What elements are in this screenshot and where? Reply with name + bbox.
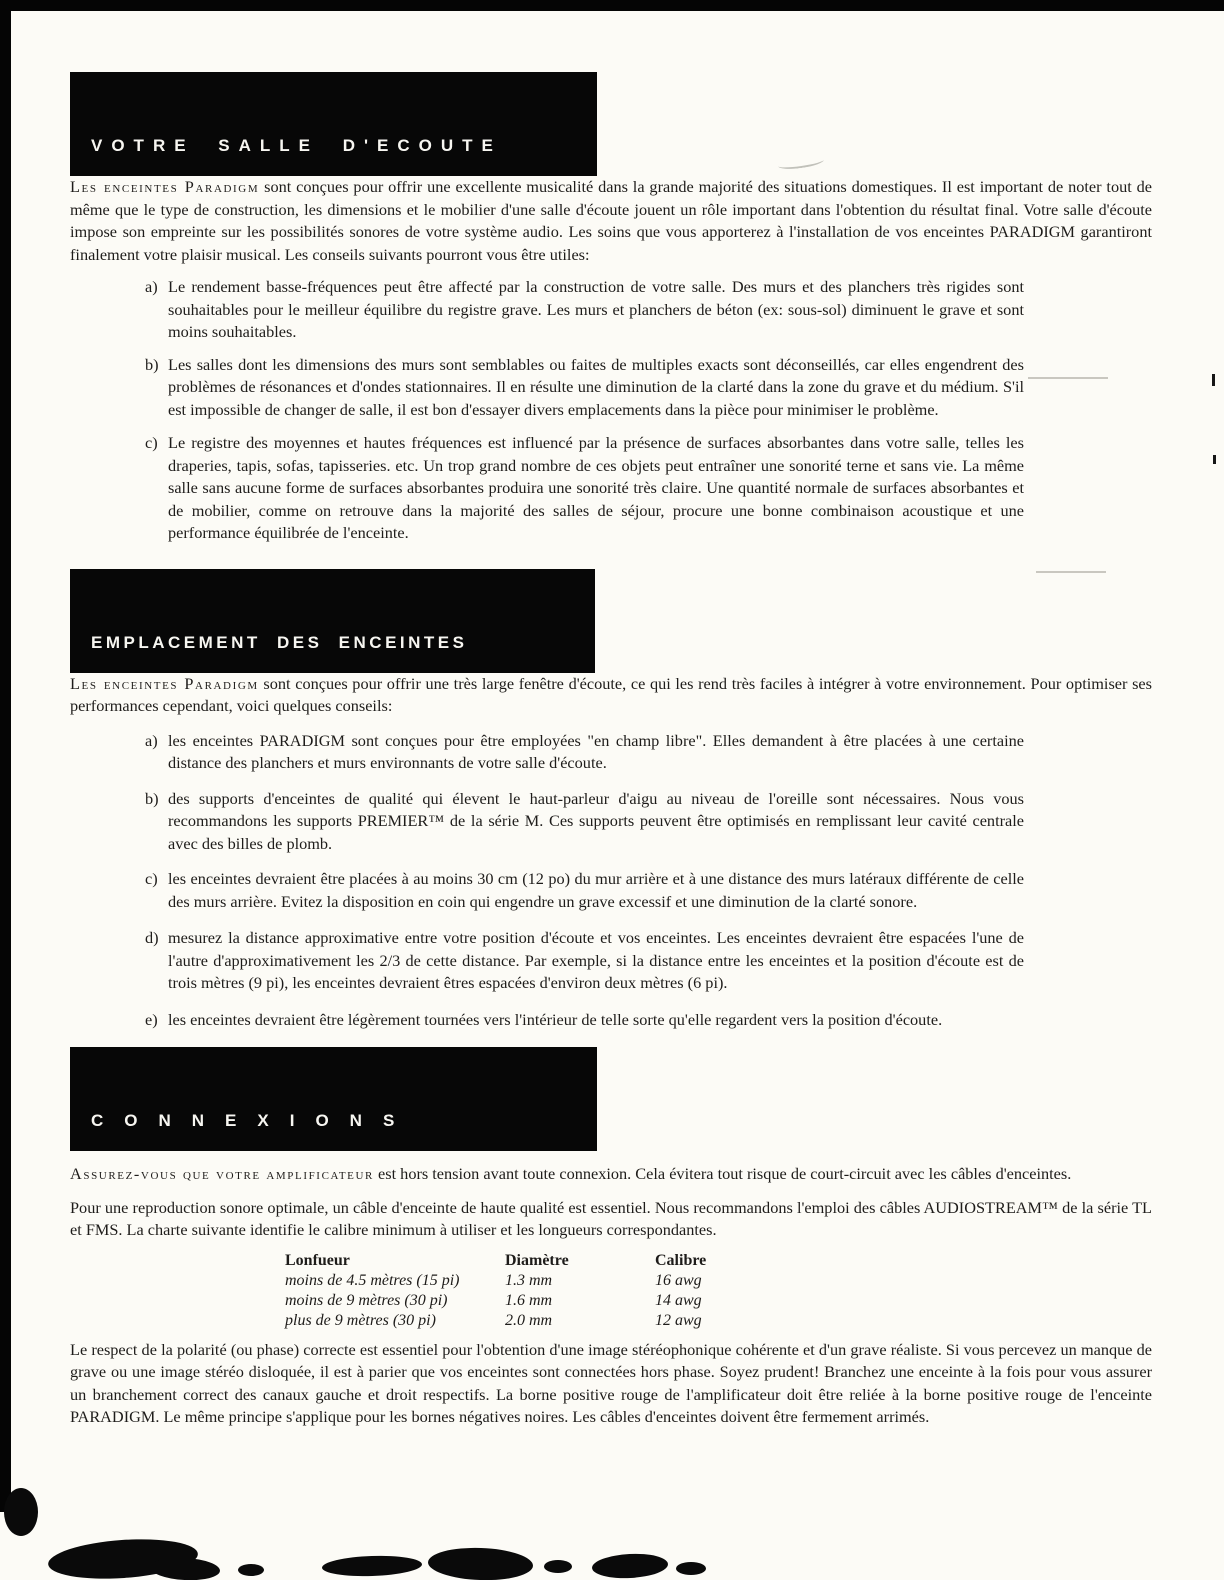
list-item-a: [70, 730, 1152, 775]
list-item-a: [70, 276, 1152, 344]
list-label: c): [145, 869, 158, 888]
scan-edge-left: [0, 0, 11, 1512]
table-cell-diametre: 1.6 mm: [505, 1291, 553, 1309]
list-label: c): [145, 433, 158, 452]
intro-lead: Les enceintes Paradigm: [70, 673, 259, 693]
list-text: Le registre des moyennes et hautes fréquences est influencé par la présence de surfaces absorbantes dans votre salle, telles les draperies, tapis, sofas, tapisseries. etc. Un trop grand nombre de ces objets peut entraîner une sonorité terne et sans vie. La même salle sans aucune forme de surfaces absorbantes produira une sonorité très claire. Une quantité normale de surfaces absorbantes et de mobilier, comme on retrouve dans la majorité des salles de séjour, procure une bonne combinaison acoustique et une performance équilibrée de l'enceinte.: [168, 433, 1024, 542]
list-item-c: [70, 432, 1152, 545]
table-cell-calibre: 16 awg: [655, 1271, 702, 1289]
list-label: d): [145, 928, 159, 947]
scan-smudge: [544, 1560, 572, 1573]
table-cell-longueur: moins de 4.5 mètres (15 pi): [285, 1271, 460, 1289]
scan-smudge: [676, 1562, 706, 1575]
list-label: b): [145, 788, 159, 808]
list-label: a): [145, 730, 158, 750]
list-text: les enceintes PARADIGM sont conçues pour être employées "en champ libre". Elles demandent à être placées à une certaine distance des planchers et murs environnants de votre salle d'écoute.: [168, 730, 1024, 772]
scan-mark: [1212, 374, 1215, 386]
table-cell-calibre: 12 awg: [655, 1311, 702, 1329]
table-cell-calibre: 14 awg: [655, 1291, 702, 1309]
section-title: EMPLACEMENT DES ENCEINTES: [91, 632, 468, 652]
list-item-e: [70, 1009, 1152, 1032]
section-1-intro: [70, 176, 1152, 266]
scan-mark: [1213, 455, 1216, 464]
scan-smudge: [4, 1488, 38, 1536]
list-text: Le rendement basse-fréquences peut être affecté par la construction de votre salle. Des murs et des planchers très rigides sont souhaitables pour le meilleur équilibre du registre grave. Les murs et planchers de béton (ex: sous-sol) diminuent le grave et sont moins souhaitables.: [168, 277, 1024, 341]
table-cell-longueur: moins de 9 mètres (30 pi): [285, 1291, 448, 1309]
section-3-cable-paragraph: Pour une reproduction sonore optimale, un câble d'enceinte de haute qualité est essentiel. Nous recommandons l'emploi des câbles AUDIOSTREAM™ de la série TL et FMS. La charte suivante identifie le calibre minimum à utiliser et les longueurs correspondantes.: [70, 1197, 1152, 1239]
section-title: CONNEXIONS: [91, 1111, 416, 1130]
table-header-calibre: Calibre: [655, 1251, 707, 1269]
list-text: mesurez la distance approximative entre votre position d'écoute et vos enceintes. Les enceintes devraient être espacées l'une de l'autre d'approximativement les 2/3 de cette distance. Par exemple, si la distance entre les enceintes et la position d'écoute est de trois mètres (9 pi), les enceintes devraient êtres espacées d'environ deux mètres (6 pi).: [168, 928, 1024, 992]
scan-smudge: [591, 1552, 668, 1580]
scan-smudge: [322, 1554, 423, 1577]
wire-gauge-table: [285, 1251, 1152, 1331]
list-label: a): [145, 277, 158, 296]
warning-lead: Assurez-vous que votre amplificateur: [70, 1164, 374, 1183]
table-cell-diametre: 2.0 mm: [505, 1311, 553, 1329]
list-text: les enceintes devraient être légèrement tournées vers l'intérieur de telle sorte qu'elle regardent vers la position d'écoute.: [168, 1009, 943, 1029]
warning-text: est hors tension avant toute connexion. Cela évitera tout risque de court-circuit avec les câbles d'enceintes.: [373, 1164, 1072, 1183]
page-content: [70, 0, 1152, 1429]
list-item-c: [70, 868, 1152, 913]
section-3-polarity-paragraph: Le respect de la polarité (ou phase) correcte est essentiel pour l'obtention d'une image stéréophonique cohérente et d'un grave réaliste. Si vous percevez un manque de grave ou une image stéréo disloquée, il est à parier que vos enceintes sont connectées hors phase. Soyez prudent! Branchez une enceinte à la fois pour vous assurer un branchement correct des canaux gauche et droit respectifs. La borne positive rouge de l'amplificateur doit être reliée à la borne positive rouge de l'enceinte PARADIGM. Le même principe s'applique pour les bornes négatives noires. Les câbles d'enceintes doivent être fermement arrimés.: [70, 1339, 1152, 1426]
table-cell-diametre: 1.3 mm: [505, 1271, 553, 1289]
section-header-connexions: [70, 1047, 597, 1151]
table-header-longueur: Lonfueur: [285, 1251, 350, 1269]
list-label: e): [145, 1009, 158, 1029]
list-item-b: [70, 354, 1152, 422]
scan-smudge: [149, 1556, 220, 1580]
intro-text: sont conçues pour offrir une très large fenêtre d'écoute, ce qui les rend très faciles à intégrer à votre environnement. Pour optimiser ses performances cependant, voici quelques conseils:: [70, 673, 1152, 715]
scan-smudge: [238, 1564, 264, 1576]
list-item-b: [70, 788, 1152, 856]
list-item-d: [70, 927, 1152, 995]
section-header-salle-decoute: [70, 72, 597, 176]
section-header-emplacement: [70, 569, 595, 673]
section-title: VOTRE SALLE D'ECOUTE: [91, 136, 502, 155]
list-label: b): [145, 354, 159, 374]
section-3-warning: [70, 1163, 1152, 1186]
section-2-intro: [70, 673, 1152, 718]
table-cell-longueur: plus de 9 mètres (30 pi): [285, 1311, 436, 1329]
list-text: les enceintes devraient être placées à au moins 30 cm (12 po) du mur arrière et à une distance des murs latéraux différente de celle des murs arrière. Evitez la disposition en coin qui engendre un grave excessif et une diminution de la clarté sonore.: [168, 869, 1024, 911]
list-text: Les salles dont les dimensions des murs sont semblables ou faites de multiples exacts sont déconseillés, car elles engendrent des problèmes de résonances et d'ondes stationnaires. Il en résulte une diminution de la clarté dans la zone du grave et du médium. S'il est impossible de changer de salle, il est bon d'essayer divers emplacements dans la pièce pour minimiser le problème.: [168, 354, 1024, 419]
scan-smudge: [427, 1546, 533, 1580]
intro-text: sont conçues pour offrir une excellente musicalité dans la grande majorité des situations domestiques. Il est important de noter tout de même que le type de construction, les dimensions et le mobilier d'une salle d'écoute jouent un rôle important dans l'obtention du résultat final. Votre salle d'écoute impose son empreinte sur les possibilités sonores de votre système audio. Les soins que vous apporterez à l'installation de vos enceintes PARADIGM garantiront finalement votre plaisir musical. Les conseils suivants pourront vous être utiles:: [70, 177, 1153, 264]
list-text: des supports d'enceintes de qualité qui élevent le haut-parleur d'aigu au niveau de l'oreille sont nécessaires. Nous vous recommandons les supports PREMIER™ de la série M. Ces supports peuvent être optimisés en remplissant leur cavité centrale avec des billes de plomb.: [168, 788, 1024, 853]
table-header-diametre: Diamètre: [505, 1251, 569, 1269]
intro-lead: Les enceintes Paradigm: [70, 177, 260, 196]
